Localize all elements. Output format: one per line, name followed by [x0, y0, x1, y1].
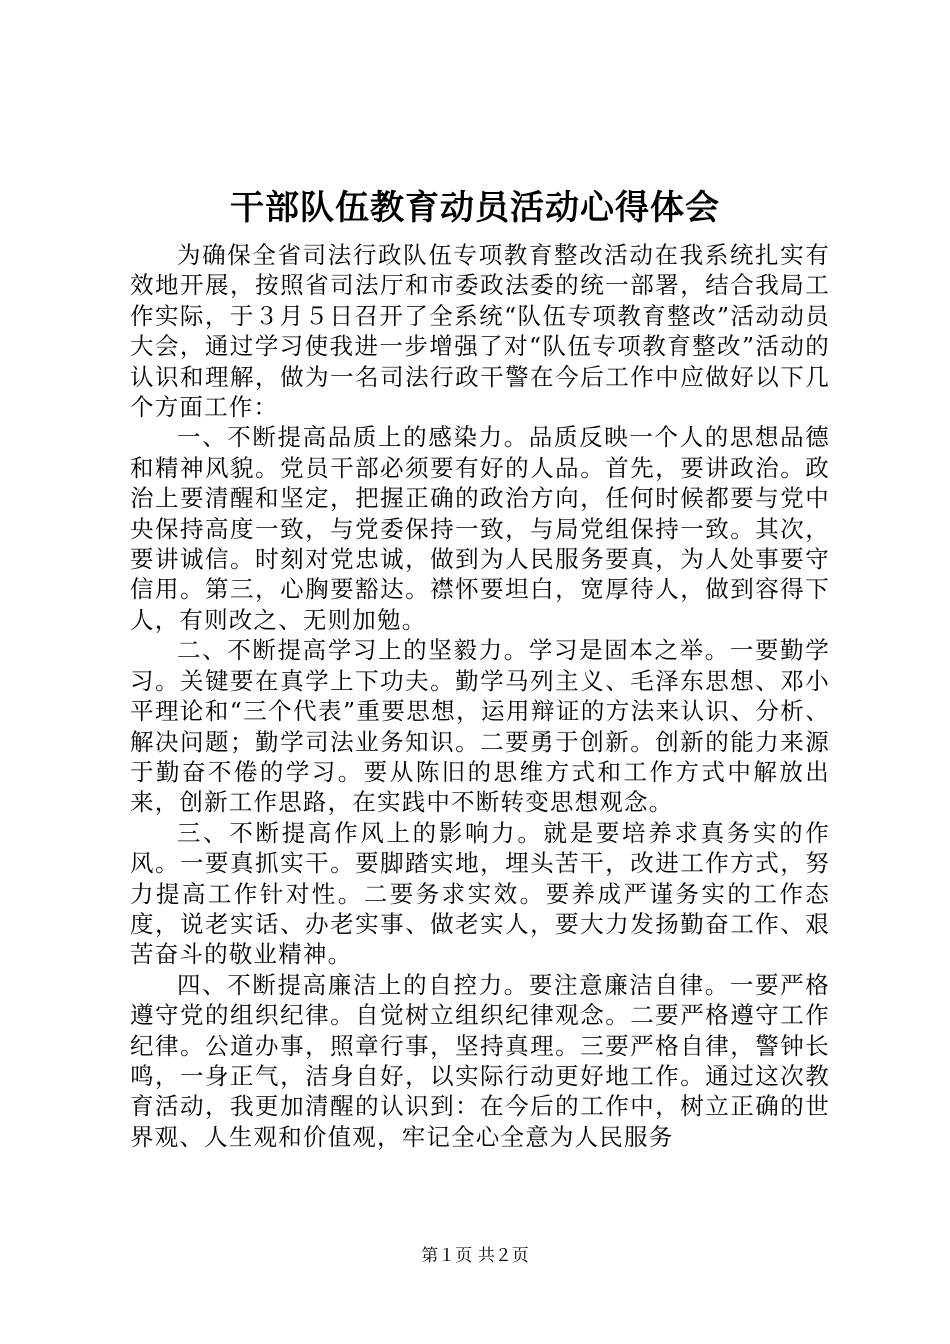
- document-body: [130, 240, 830, 1152]
- paragraph-section-4: 四、不断提高廉洁上的自控力。要注意廉洁自律。一要严格遵守党的组织纪律。自觉树立组织纪律观念。二要严格遵守工作纪律。公道办事，照章行事，坚持真理。三要严格自律，警钟长鸣，一身正气，洁身自好，以实际行动更好地工作。通过这次教育活动，我更加清醒的认识到：在今后的工作中，树立正确的世界观、人生观和价值观，牢记全心全意为人民服务: [130, 970, 830, 1151]
- paragraph-section-3: 三、不断提高作风上的影响力。就是要培养求真务实的作风。一要真抓实干。要脚踏实地，埋头苦干，改进工作方式，努力提高工作针对性。二要务求实效。要养成严谨务实的工作态度，说老实话、办老实事、做老实人，要大力发扬勤奋工作、艰苦奋斗的敬业精神。: [130, 818, 830, 969]
- paragraph-intro: 为确保全省司法行政队伍专项教育整改活动在我系统扎实有效地开展，按照省司法厅和市委政法委的统一部署，结合我局工作实际，于３月５日召开了全系统“队伍专项教育整改”活动动员大会，通过学习使我进一步增强了对“队伍专项教育整改”活动的认识和理解，做为一名司法行政干警在今后工作中应做好以下几个方面工作：: [130, 241, 830, 422]
- paragraph-section-1: 一、不断提高品质上的感染力。品质反映一个人的思想品德和精神风貌。党员干部必须要有好的人品。首先，要讲政治。政治上要清醒和坚定，把握正确的政治方向，任何时候都要与党中央保持高度一致，与党委保持一致，与局党组保持一致。其次，要讲诚信。时刻对党忠诚，做到为人民服务要真，为人处事要守信用。第三，心胸要豁达。襟怀要坦白，宽厚待人，做到容得下人，有则改之、无则加勉。: [130, 423, 830, 634]
- paragraph-section-2: 二、不断提高学习上的坚毅力。学习是固本之举。一要勤学习。关键要在真学上下功夫。勤学马列主义、毛泽东思想、邓小平理论和“三个代表”重要思想，运用辩证的方法来认识、分析、解决问题；勤学司法业务知识。二要勇于创新。创新的能力来源于勤奋不倦的学习。要从陈旧的思维方式和工作方式中解放出来，创新工作思路，在实践中不断转变思想观念。: [130, 636, 830, 817]
- page-number-footer: 第１页 共２页: [421, 1246, 529, 1266]
- document-title: 干部队伍教育动员活动心得体会: [230, 188, 720, 228]
